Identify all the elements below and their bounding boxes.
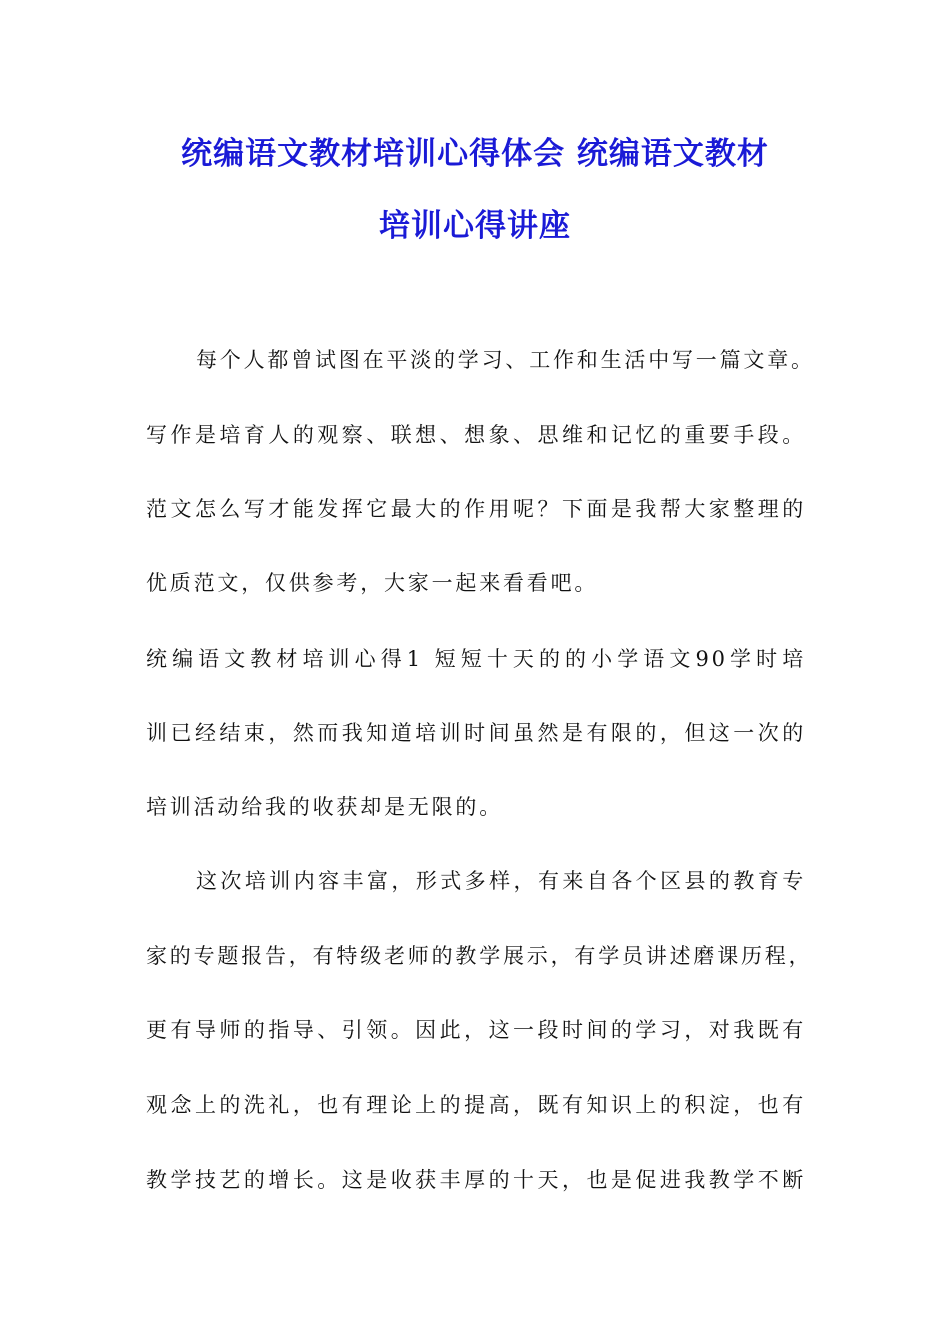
document-title-line-2: 培训心得讲座 [379,208,571,244]
paragraph-line: 更有导师的指导、引领。因此，这一段时间的学习，对我既有 [146,1018,806,1042]
paragraph-line: 训已经结束，然而我知道培训时间虽然是有限的，但这一次的 [146,721,806,745]
paragraph-line: 统编语文教材培训心得1 短短十天的的小学语文90学时培 [146,647,806,671]
paragraph-line: 观念上的洗礼，也有理论上的提高，既有知识上的积淀，也有 [146,1093,806,1117]
document-title-line-1: 统编语文教材培训心得体会 统编语文教材 [181,136,769,172]
paragraph-line: 教学技艺的增长。这是收获丰厚的十天，也是促进我教学不断 [146,1168,806,1192]
paragraph-line: 培训活动给我的收获却是无限的。 [146,795,503,819]
paragraph-line: 这次培训内容丰富，形式多样，有来自各个区县的教育专 [196,869,806,893]
paragraph-line: 范文怎么写才能发挥它最大的作用呢？下面是我帮大家整理的 [146,497,806,521]
paragraph-line: 家的专题报告，有特级老师的教学展示，有学员讲述磨课历程， [146,944,813,968]
paragraph-line: 优质范文，仅供参考，大家一起来看看吧。 [146,571,599,595]
paragraph-line: 写作是培育人的观察、联想、想象、思维和记忆的重要手段。 [146,423,806,447]
paragraph-line: 每个人都曾试图在平淡的学习、工作和生活中写一篇文章。 [196,348,815,372]
